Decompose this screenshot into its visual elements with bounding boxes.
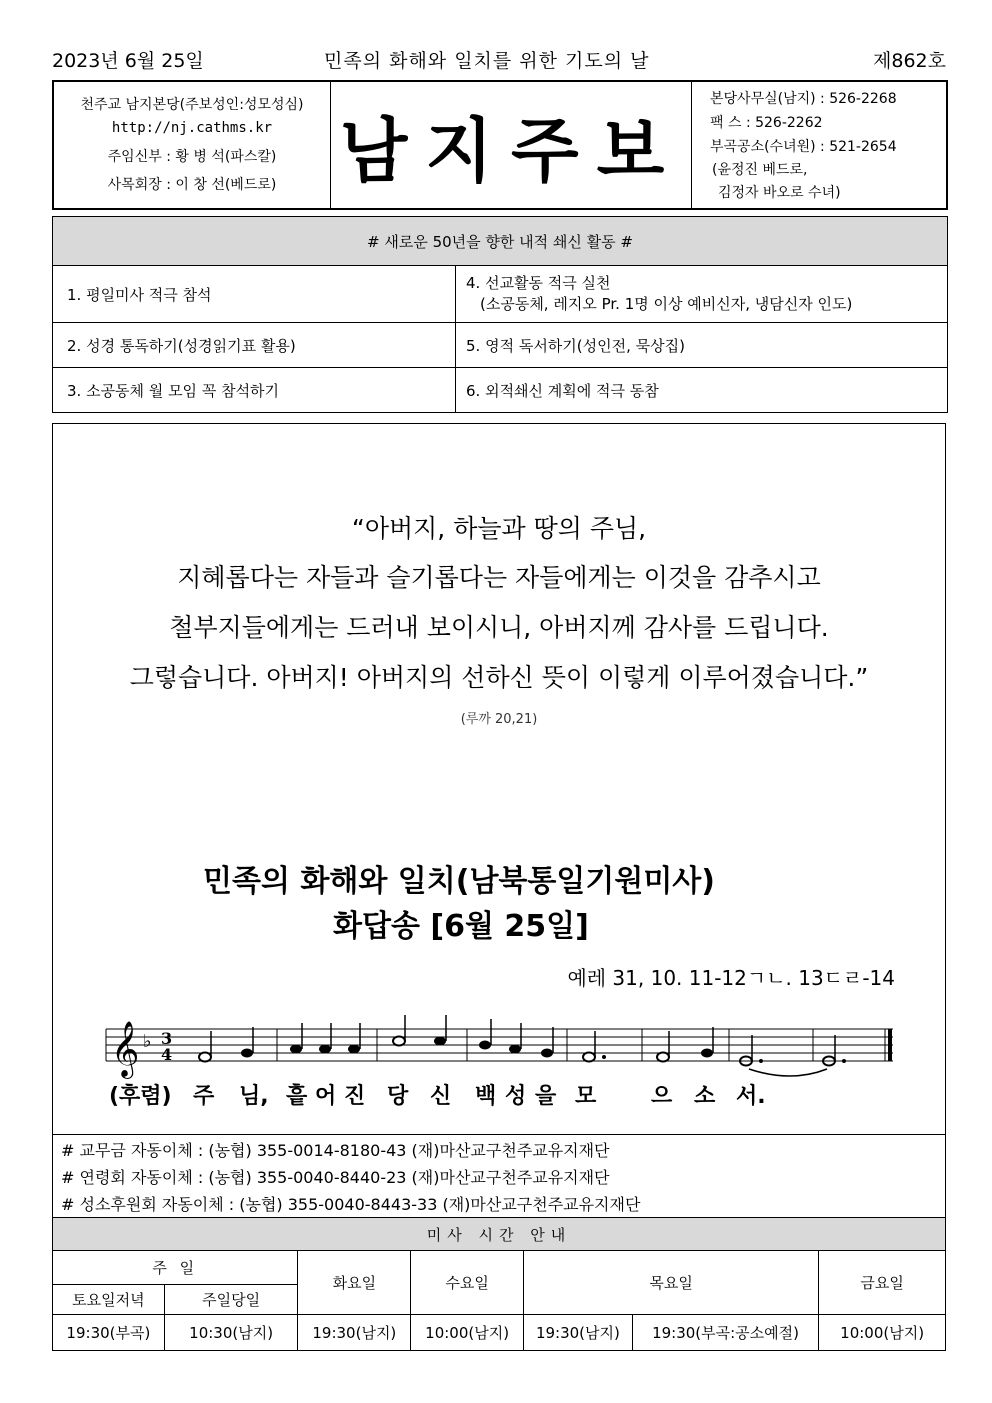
lyric: 백 xyxy=(475,1084,497,1109)
mass-times-table xyxy=(52,1217,946,1351)
goal-4: 4. 선교활동 적극 실천 (소공동체, 레지오 Pr. 1명 이상 예비신자, 냉담신자 인도) xyxy=(456,266,948,323)
masthead xyxy=(52,80,948,210)
time-sig-top: 3 xyxy=(161,1029,173,1048)
lyric: 주 xyxy=(193,1084,215,1109)
issue-number: 제862호 xyxy=(873,50,946,72)
divider xyxy=(53,1134,945,1135)
thu-header: 목요일 xyxy=(524,1251,819,1315)
lyric: 으 xyxy=(651,1084,673,1109)
goal-6: 6. 외적쇄신 계획에 적극 동참 xyxy=(456,368,948,413)
lyric: 당 xyxy=(387,1084,409,1109)
lyric: 어 xyxy=(315,1084,337,1109)
lyric: 진 xyxy=(344,1084,366,1109)
time-fri: 10:00(남지) xyxy=(819,1315,946,1351)
lyric: 님, xyxy=(239,1084,269,1109)
transfer-vocation: # 성소후원회 자동이체 : (농협) 355-0040-8443-33 (재)마산교구천주교유지재단 xyxy=(61,1195,641,1214)
tue-header: 화요일 xyxy=(298,1251,411,1315)
feast-title: 민족의 화해와 일치를 위한 기도의 날 xyxy=(324,50,650,72)
sister-names-1: (윤정진 베드로, xyxy=(712,162,808,178)
time-sig-bottom: 4 xyxy=(161,1045,173,1064)
transfer-funeral: # 연령회 자동이체 : (농협) 355-0040-8440-23 (재)마산교구천주교유지재단 xyxy=(61,1168,610,1187)
time-tue: 19:30(남지) xyxy=(298,1315,411,1351)
bulletin-title: 남지주보 xyxy=(339,108,683,192)
sunday-header: 주 일 xyxy=(53,1251,298,1285)
bulletin-logo xyxy=(331,82,692,208)
lyric: 을 xyxy=(535,1084,557,1109)
flat-icon: ♭ xyxy=(143,1031,152,1052)
goal-4-detail: (소공동체, 레지오 Pr. 1명 이상 예비신자, 냉담신자 인도) xyxy=(480,295,853,313)
goal-1: 1. 평일미사 적극 참석 xyxy=(53,266,456,323)
fax-number: 팩 스 : 526-2262 xyxy=(710,115,823,131)
time-sunday: 10:30(남지) xyxy=(164,1315,298,1351)
top-row xyxy=(52,46,946,76)
convent-phone: 부곡공소(수녀원) : 521-2654 xyxy=(710,139,897,155)
council-chair: 사목회장 : 이 창 선(베드로) xyxy=(107,177,277,193)
scripture-line-3: 철부지들에게는 드러내 보이시니, 아버지께 감사를 드립니다. xyxy=(169,613,829,642)
final-barline xyxy=(888,1029,892,1061)
lyric: 서. xyxy=(736,1084,766,1109)
lyrics-row xyxy=(53,1079,945,1109)
lyric: 성 xyxy=(505,1084,527,1109)
main-box xyxy=(52,423,946,1223)
fri-header: 금요일 xyxy=(819,1251,946,1315)
renewal-heading: # 새로운 50년을 향한 내적 쇄신 활동 # xyxy=(53,217,948,266)
parish-url[interactable]: http://nj.cathms.kr xyxy=(111,120,273,136)
time-thu-1: 19:30(남지) xyxy=(524,1315,633,1351)
goal-2: 2. 성경 통독하기(성경읽기표 활용) xyxy=(53,323,456,368)
scripture-line-4: 그렇습니다. 아버지! 아버지의 선하신 뜻이 이렇게 이루어졌습니다.” xyxy=(129,663,869,692)
goal-3: 3. 소공동체 월 모임 꼭 참석하기 xyxy=(53,368,456,413)
pastor: 주임신부 : 황 병 석(파스칼) xyxy=(107,149,277,165)
mass-times-heading: 미사 시간 안내 xyxy=(53,1218,946,1251)
lyric: 모 xyxy=(575,1084,597,1109)
time-wed: 10:00(남지) xyxy=(411,1315,524,1351)
parish-name: 천주교 남지본당(주보성인:성모성심) xyxy=(80,97,304,113)
sister-names-2: 김정자 바오로 수녀) xyxy=(718,185,841,201)
issue-date: 2023년 6월 25일 xyxy=(52,50,204,72)
wed-header: 수요일 xyxy=(411,1251,524,1315)
treble-clef-icon: 𝄞 xyxy=(111,1021,140,1077)
psalm-reference: 예레 31, 10. 11-12ㄱㄴ. 13ㄷㄹ-14 xyxy=(567,966,895,990)
saturday-eve-header: 토요일저녁 xyxy=(53,1285,165,1315)
scripture-line-2: 지혜롭다는 자들과 슬기롭다는 자들에게는 이것을 감추시고 xyxy=(177,563,821,592)
psalm-title: 민족의 화해와 일치(남북통일기원미사) xyxy=(203,864,715,899)
renewal-table xyxy=(52,216,948,413)
contact-info xyxy=(692,82,946,208)
time-thu-2: 19:30(부곡:공소예절) xyxy=(632,1315,818,1351)
parish-info xyxy=(54,82,331,208)
lyric: 흩 xyxy=(286,1084,308,1109)
scripture-reference: (루까 20,21) xyxy=(460,712,538,727)
sunday-day-header: 주일당일 xyxy=(164,1285,298,1315)
psalm-subtitle: 화답송 [6월 25일] xyxy=(333,909,589,944)
lyric: 신 xyxy=(430,1084,452,1109)
refrain-label: (후렴) xyxy=(109,1084,172,1109)
goal-5: 5. 영적 독서하기(성인전, 묵상집) xyxy=(456,323,948,368)
scripture-line-1: “아버지, 하늘과 땅의 주님, xyxy=(351,514,647,543)
office-phone: 본당사무실(남지) : 526-2268 xyxy=(710,91,897,107)
time-saturday-eve: 19:30(부곡) xyxy=(53,1315,165,1351)
lyric: 소 xyxy=(694,1084,716,1109)
transfer-tithe: # 교무금 자동이체 : (농협) 355-0014-8180-43 (재)마산교구천주교유지재단 xyxy=(61,1141,610,1160)
